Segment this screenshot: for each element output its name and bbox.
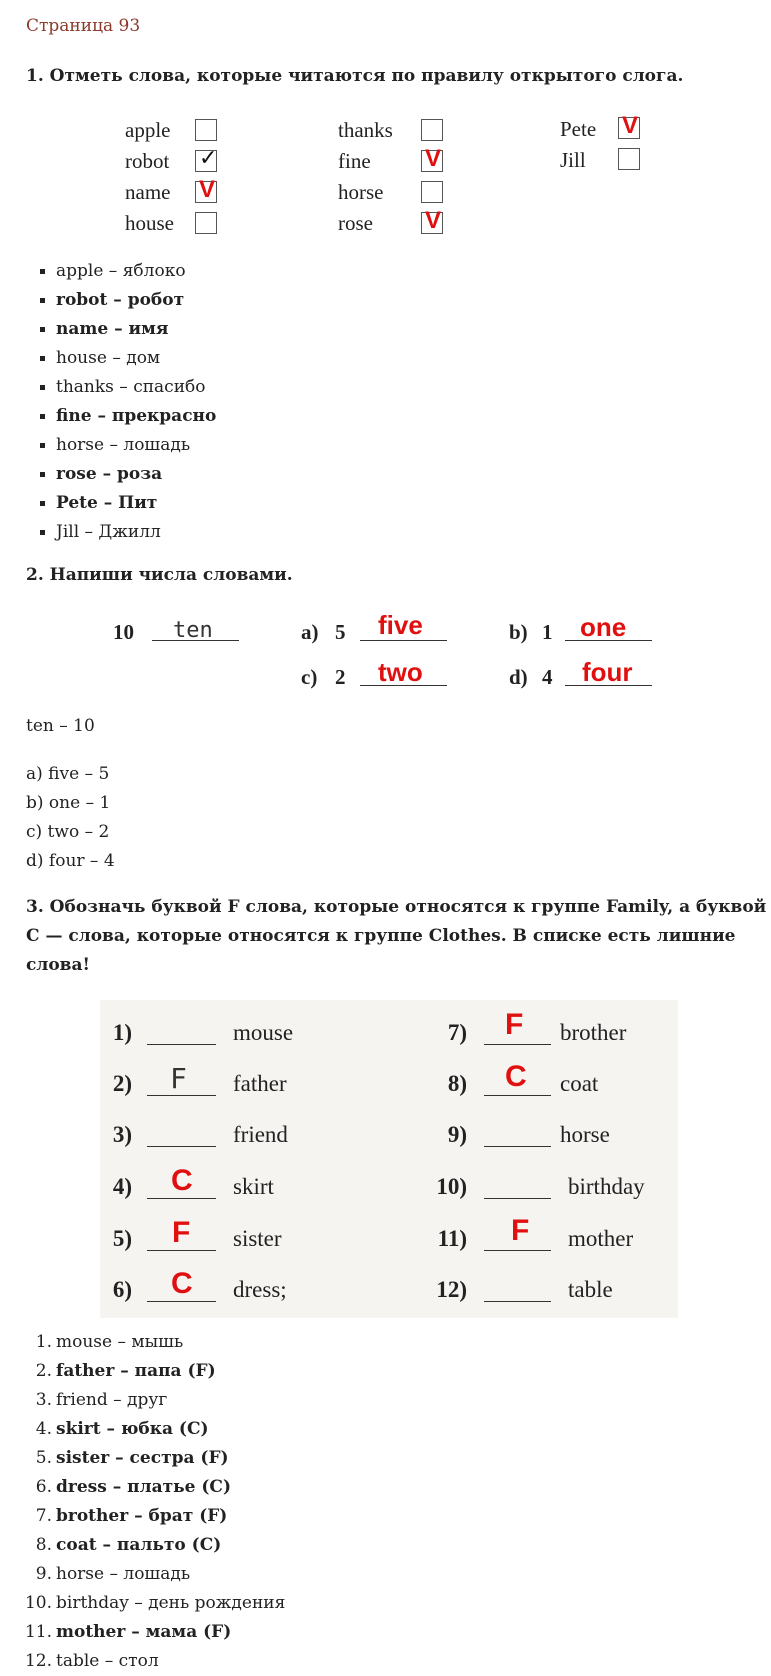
list-text: dress – платье (C) <box>56 1477 232 1497</box>
list-text: sister – сестра (F) <box>56 1448 229 1468</box>
list-text: mouse – мышь <box>56 1332 184 1352</box>
list-item: name – имя <box>40 315 216 344</box>
ex1-word: thanks <box>338 118 393 142</box>
ex3-word: coat <box>560 1071 599 1096</box>
ex2-letter: c) <box>301 665 318 689</box>
ex3-word: table <box>568 1277 613 1302</box>
list-item <box>0 1328 285 1357</box>
list-number: 1. <box>35 1332 52 1352</box>
ex2-answer-line: b) one – 1 <box>26 793 111 813</box>
list-text: table – стол <box>56 1651 159 1671</box>
ex3-mark: C <box>505 1060 527 1093</box>
ex3-number: 6) <box>112 1277 132 1302</box>
ex3-number: 12) <box>436 1277 467 1302</box>
ex3-word: sister <box>233 1226 282 1251</box>
list-item: Pete – Пит <box>40 489 216 518</box>
list-item: house – дом <box>40 344 216 373</box>
ex1-word: horse <box>338 180 384 204</box>
list-number: 10. <box>24 1593 52 1613</box>
task2-heading: 2. Напиши числа словами. <box>26 565 293 585</box>
ex3-number: 9) <box>447 1122 467 1147</box>
ex1-checkbox[interactable] <box>195 146 218 172</box>
page-title: Страница 93 <box>26 16 141 36</box>
list-item: thanks – спасибо <box>40 373 216 402</box>
list-item: Jill – Джилл <box>40 518 216 547</box>
ex3-word: friend <box>233 1122 288 1147</box>
list-item <box>0 1502 285 1531</box>
ex1-word: rose <box>338 211 373 235</box>
list-item: apple – яблоко <box>40 257 216 286</box>
ex1-word: name <box>125 180 171 204</box>
red-check-mark: V <box>425 207 442 234</box>
ex3-word: horse <box>560 1122 610 1147</box>
task3-translations <box>0 1328 285 1676</box>
list-item <box>0 1386 285 1415</box>
list-item <box>0 1444 285 1473</box>
ex3-word: father <box>233 1071 287 1096</box>
ex3-word: birthday <box>568 1174 645 1199</box>
list-number: 5. <box>35 1448 52 1468</box>
ex3-word: brother <box>560 1020 627 1045</box>
task3-heading-line: C — слова, которые относятся к группе Clothes. В списке есть лишние <box>26 926 736 946</box>
list-item <box>0 1357 285 1386</box>
ex2-number: 1 <box>542 620 553 644</box>
ex1-checkbox[interactable] <box>618 112 640 139</box>
ex2-example-line: ten – 10 <box>26 716 95 736</box>
ex2-number: 4 <box>542 665 553 689</box>
ex2-example-answer: ten <box>173 618 213 643</box>
list-item <box>0 1473 285 1502</box>
task1-heading: 1. Отметь слова, которые читаются по правилу открытого слога. <box>26 66 684 86</box>
ex2-letter: d) <box>509 665 528 689</box>
ex3-mark: F <box>170 1062 187 1095</box>
ex2-answer: two <box>378 657 423 687</box>
ex1-checkbox[interactable] <box>421 119 443 141</box>
ex1-checkbox[interactable] <box>195 119 217 141</box>
ex3-number: 5) <box>112 1226 132 1251</box>
list-number: 3. <box>35 1390 52 1410</box>
ex2-answer: one <box>580 612 627 642</box>
list-item: horse – лошадь <box>40 431 216 460</box>
ex3-mark: C <box>171 1164 193 1197</box>
ex3-mark: F <box>505 1008 524 1041</box>
ex2-number: 10 <box>113 620 134 644</box>
ex1-word: Pete <box>560 117 597 141</box>
red-check-mark: V <box>199 176 216 203</box>
list-item <box>0 1647 285 1676</box>
ex3-mark: F <box>172 1216 191 1249</box>
list-item <box>0 1560 285 1589</box>
ex3-word: dress; <box>233 1277 287 1302</box>
ex1-checkbox[interactable] <box>421 181 443 203</box>
ex1-word: robot <box>125 149 170 173</box>
list-item <box>0 1415 285 1444</box>
ex2-answer: four <box>582 657 633 687</box>
list-number: 8. <box>35 1535 52 1555</box>
ex1-word: apple <box>125 118 171 142</box>
ex3-number: 1) <box>112 1020 132 1045</box>
red-check-mark: V <box>425 145 442 172</box>
task3-heading-line: 3. Обозначь буквой F слова, которые относятся к группе Family, а буквой <box>26 897 767 917</box>
task1-translations <box>40 257 216 547</box>
ex3-number: 7) <box>447 1020 467 1045</box>
list-text: coat – пальто (C) <box>56 1535 222 1555</box>
list-item: fine – прекрасно <box>40 402 216 431</box>
list-number: 6. <box>35 1477 52 1497</box>
list-item <box>0 1531 285 1560</box>
ex3-number: 8) <box>447 1071 467 1096</box>
ex2-answer: five <box>378 610 423 640</box>
list-number: 11. <box>24 1622 52 1642</box>
list-item <box>0 1618 285 1647</box>
ex3-number: 3) <box>112 1122 132 1147</box>
ex1-checkbox[interactable] <box>421 145 443 172</box>
ex3-mark: C <box>171 1267 193 1300</box>
list-text: skirt – юбка (C) <box>56 1419 209 1439</box>
list-item: robot – робот <box>40 286 216 315</box>
ex1-checkbox[interactable] <box>618 148 640 170</box>
list-number: 2. <box>35 1361 52 1381</box>
red-check-mark: V <box>622 112 639 139</box>
ex2-answer-line: d) four – 4 <box>26 851 115 871</box>
ex3-number: 11) <box>437 1226 467 1251</box>
ex3-word: mother <box>568 1226 634 1251</box>
ex1-checkbox[interactable] <box>195 176 217 203</box>
ex2-number: 2 <box>335 665 346 689</box>
ex3-number: 4) <box>112 1174 132 1199</box>
ex3-number: 2) <box>112 1071 132 1096</box>
ex1-word: fine <box>338 149 371 173</box>
ex1-word: house <box>125 211 174 235</box>
ex3-word: skirt <box>233 1174 274 1199</box>
ex3-mark: F <box>511 1214 530 1247</box>
list-number: 7. <box>35 1506 52 1526</box>
ex3-word: mouse <box>233 1020 294 1045</box>
hand-check-icon: ✓ <box>199 146 218 171</box>
ex3-number: 10) <box>436 1174 467 1199</box>
list-text: mother – мама (F) <box>56 1622 232 1642</box>
ex1-checkbox[interactable] <box>195 212 217 234</box>
list-text: birthday – день рождения <box>56 1593 286 1613</box>
ex2-number: 5 <box>335 620 346 644</box>
ex1-word: Jill <box>560 148 586 172</box>
ex2-answer-line: a) five – 5 <box>26 764 110 784</box>
ex2-letter: a) <box>301 620 319 644</box>
list-number: 12. <box>24 1651 52 1671</box>
list-text: horse – лошадь <box>56 1564 191 1584</box>
list-item: rose – роза <box>40 460 216 489</box>
ex2-answer-line: c) two – 2 <box>26 822 110 842</box>
list-item <box>0 1589 285 1618</box>
list-text: father – папа (F) <box>56 1361 216 1381</box>
list-text: brother – брат (F) <box>56 1506 228 1526</box>
ex2-letter: b) <box>509 620 528 644</box>
list-number: 4. <box>35 1419 52 1439</box>
list-number: 9. <box>35 1564 52 1584</box>
task3-heading-line: слова! <box>26 955 90 975</box>
list-text: friend – друг <box>56 1390 168 1410</box>
ex1-checkbox[interactable] <box>421 207 443 234</box>
